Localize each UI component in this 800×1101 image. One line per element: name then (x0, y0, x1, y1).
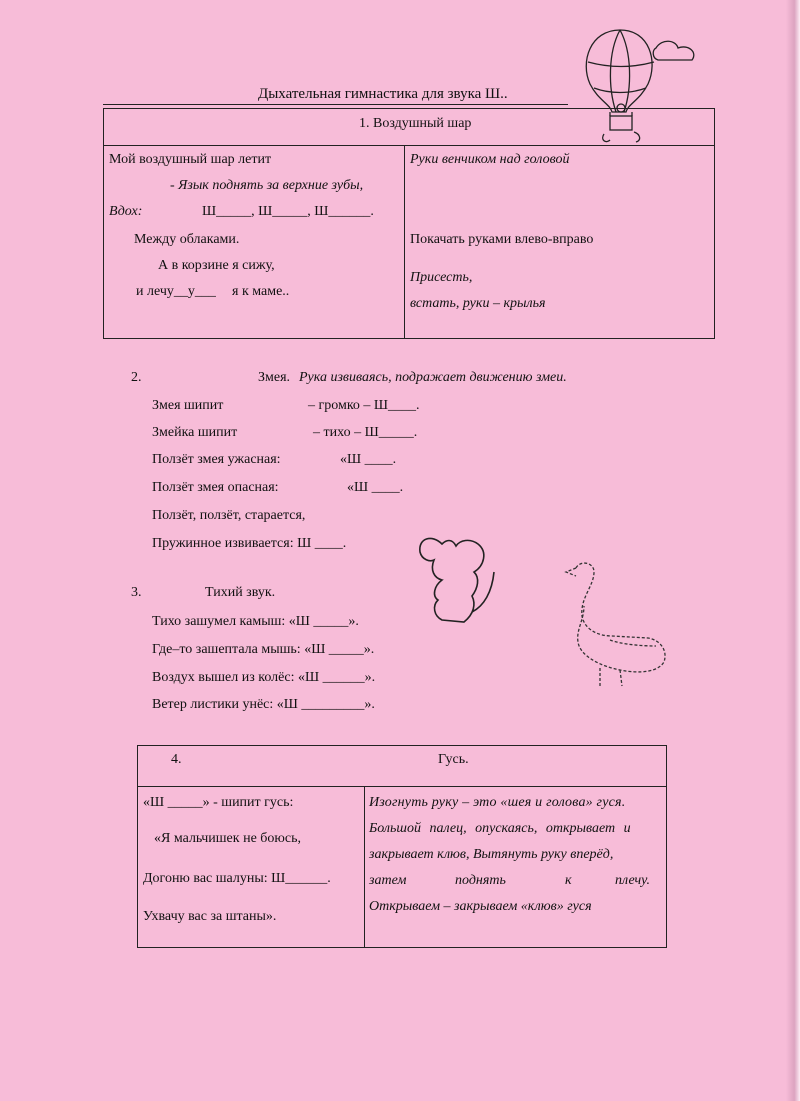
section4-line: «Ш _____» - шипит гусь: (143, 795, 294, 810)
section4-line: Ухвачу вас за штаны». (143, 909, 277, 924)
section2-line: Ползёт, ползёт, старается, (152, 508, 306, 523)
page-title: Дыхательная гимнастика для звука Ш.. (258, 86, 508, 102)
section4-line: «Я мальчишек не боюсь, (154, 831, 301, 846)
section4-action: к (565, 873, 572, 888)
scan-edge (786, 0, 800, 1101)
section4-action: затем (369, 873, 407, 888)
mouse-outline-illustration (412, 530, 502, 640)
section2-number: 2. (131, 370, 142, 385)
section1-line: Вдох: (109, 204, 143, 219)
section1-action: Покачать руками влево-вправо (410, 232, 594, 247)
section2-line: Змейка шипит (152, 425, 238, 440)
goose-outline-illustration (560, 558, 680, 688)
section3-line: Тихо зашумел камыш: «Ш _____». (152, 614, 359, 629)
section2-title: Змея. (258, 370, 291, 385)
section1-line: Между облаками. (134, 232, 240, 247)
section4-action: плечу. (615, 873, 650, 888)
section1-action: Присесть, (410, 270, 473, 285)
section4-action: Открываем – закрываем «клюв» гуся (369, 899, 592, 914)
section2-subtitle: Рука извиваясь, подражает движению змеи. (299, 370, 567, 385)
section1-header: 1. Воздушный шар (359, 116, 472, 131)
section3-line: Воздух вышел из колёс: «Ш ______». (152, 670, 376, 685)
section4-action: Изогнуть руку – это «шея и голова» гуся. (369, 795, 626, 810)
title-underline (103, 104, 568, 105)
section2-line: «Ш ____. (347, 480, 404, 495)
section4-title: Гусь. (438, 752, 469, 767)
section3-line: Где–то зашептала мышь: «Ш _____». (152, 642, 375, 657)
section4-action: Большой палец, опускаясь, открывает и (369, 821, 631, 836)
section2-line: Пружинное извивается: Ш ____. (152, 536, 347, 551)
section3-title: Тихий звук. (205, 585, 276, 600)
section4-table (137, 745, 667, 948)
section4-number: 4. (171, 752, 182, 767)
section4-action: поднять (455, 873, 506, 888)
section2-line: – тихо – Ш_____. (313, 425, 418, 440)
section2-line: Змея шипит (152, 398, 224, 413)
section2-line: «Ш ____. (340, 452, 397, 467)
section1-line: Мой воздушный шар летит (109, 152, 272, 167)
section1-line: А в корзине я сижу, (158, 258, 275, 273)
section1-table (103, 108, 715, 339)
section3-line: Ветер листики унёс: «Ш _________». (152, 697, 375, 712)
section1-line: и лечу__у___ (136, 284, 216, 299)
section4-line: Догоню вас шалуны: Ш______. (143, 871, 331, 886)
section2-line: Ползёт змея ужасная: (152, 452, 281, 467)
section2-line: – громко – Ш____. (308, 398, 420, 413)
section1-line: - Язык поднять за верхние зубы, (170, 178, 364, 193)
section4-action: закрывает клюв, Вытянуть руку вперёд, (369, 847, 614, 862)
section1-action: встать, руки – крылья (410, 296, 546, 311)
section1-action: Руки венчиком над головой (410, 152, 570, 167)
section1-line: Ш_____, Ш_____, Ш______. (202, 204, 374, 219)
section1-line: я к маме.. (232, 284, 290, 299)
section2-line: Ползёт змея опасная: (152, 480, 279, 495)
section3-number: 3. (131, 585, 142, 600)
